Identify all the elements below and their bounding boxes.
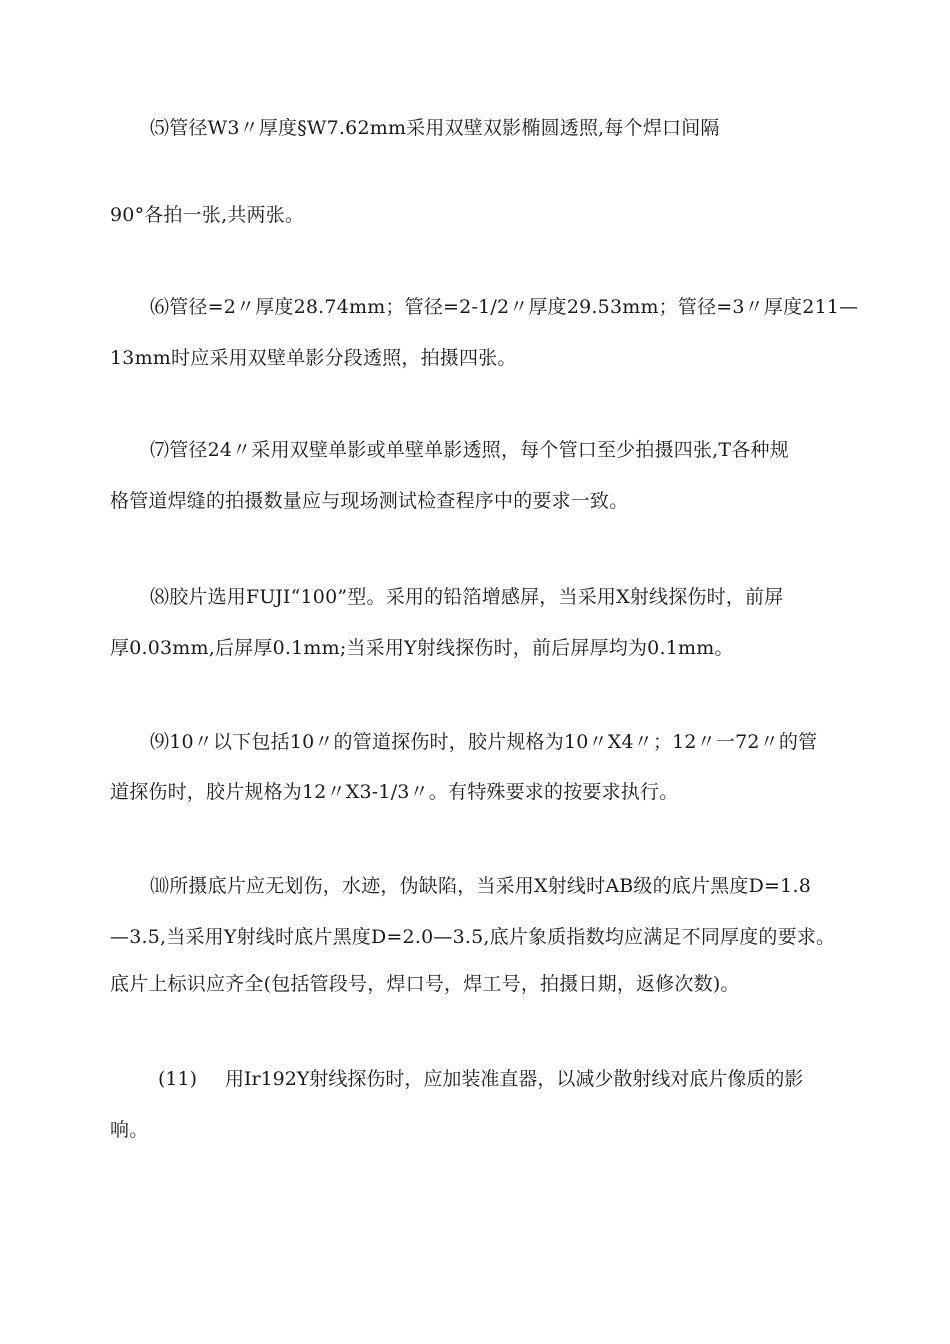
paragraph-11-line-2: 响。 [110,1119,149,1141]
paragraph-9-line-2: 道探伤时，胶片规格为12〃X3-1/3〃。有特殊要求的按要求执行。 [110,781,679,803]
paragraph-8-line-2: 厚0.03mm,后屏厚0.1mm;当采用Y射线探伤时，前后屏厚均为0.1mm。 [110,637,734,659]
paragraph-11-number: (11) [158,1068,198,1090]
paragraph-10-line-3: 底片上标识应齐全(包括管段号，焊口号，焊工号，拍摄日期，返修次数)。 [110,973,740,995]
paragraph-7-line-2: 格管道焊缝的拍摄数量应与现场测试检查程序中的要求一致。 [110,490,629,512]
paragraph-11-line-1: 用Ir192Y射线探伤时，应加装准直器，以减少散射线对底片像质的影 [225,1068,804,1090]
paragraph-8-line-1: ⑻胶片选用FUJI“100”型。采用的铅箔增感屏，当采用X射线探伤时，前屏 [150,586,784,608]
paragraph-5-line-2: 90°各拍一张,共两张。 [110,204,305,226]
paragraph-5-line-1: ⑸管径W3〃厚度§W7.62mm采用双壁双影椭圆透照,每个焊口间隔 [150,117,720,139]
paragraph-9-line-1: ⑼10〃以下包括10〃的管道探伤时，胶片规格为10〃X4〃；12〃一72〃的管 [150,731,818,753]
paragraph-10-line-1: ⑽所摄底片应无划伤，水迹，伪缺陷，当采用X射线时AB级的底片黑度D=1.8 [150,875,811,897]
paragraph-6-line-1: ⑹管径=2〃厚度28.74mm；管径=2-1/2〃厚度29.53mm；管径=3〃厚度211— [150,296,859,318]
paragraph-10-line-2: —3.5,当采用Y射线时底片黑度D=2.0—3.5,底片象质指数均应满足不同厚度的要求。 [110,926,836,948]
paragraph-7-line-1: ⑺管径24〃采用双壁单影或单壁单影透照，每个管口至少拍摄四张,T各种规 [150,439,789,461]
paragraph-6-line-2: 13mm时应采用双壁单影分段透照，拍摄四张。 [110,347,517,369]
